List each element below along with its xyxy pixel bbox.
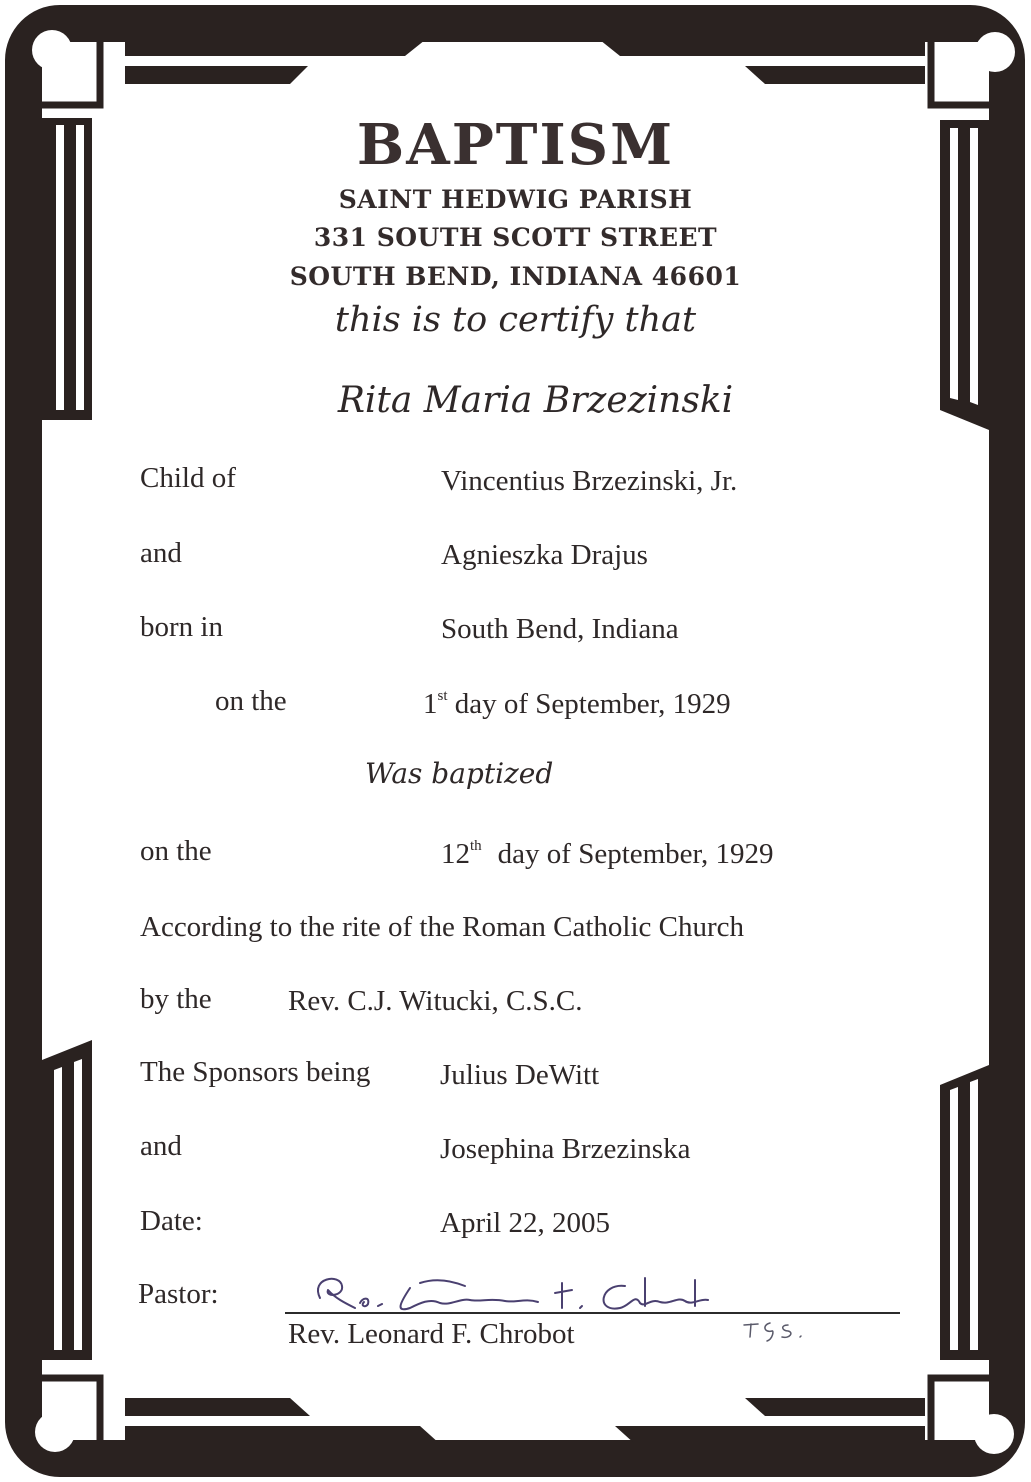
sponsors-label: The Sponsors being	[140, 1056, 371, 1088]
on-the-label-2: on the	[140, 835, 212, 867]
parish-city: SOUTH BEND, INDIANA 46601	[289, 262, 742, 291]
pastor-signature	[300, 1268, 730, 1318]
rite-text: According to the rite of the Roman Catholic Church	[140, 911, 745, 943]
birthplace: South Bend, Indiana	[441, 613, 679, 645]
certify-text: this is to certify that	[334, 300, 697, 340]
and-label-2: and	[140, 1130, 182, 1162]
parish-street: 331 SOUTH SCOTT STREET	[313, 223, 718, 252]
baptism-date: 12th day of September, 1929	[441, 838, 774, 870]
on-the-label: on the	[215, 685, 287, 717]
sponsor-2: Josephina Brzezinska	[440, 1133, 691, 1165]
mother-name: Agnieszka Drajus	[441, 539, 648, 571]
was-baptized-label: Was baptized	[365, 757, 554, 790]
pastor-label: Pastor:	[138, 1278, 219, 1310]
child-name: Rita Maria Brzezinski	[337, 380, 734, 421]
born-in-label: born in	[140, 611, 223, 643]
date-value: April 22, 2005	[440, 1207, 610, 1239]
sponsor-1: Julius DeWitt	[440, 1059, 600, 1091]
initials-mark	[740, 1315, 810, 1345]
father-name: Vincentius Brzezinski, Jr.	[441, 465, 738, 497]
date-label: Date:	[140, 1205, 203, 1237]
signature-line	[285, 1312, 900, 1314]
certificate-title: BAPTISM	[356, 112, 675, 178]
birth-date: 1st day of September, 1929	[423, 688, 731, 720]
pastor-name: Rev. Leonard F. Chrobot	[288, 1318, 575, 1350]
and-label: and	[140, 537, 182, 569]
parish-name: SAINT HEDWIG PARISH	[338, 185, 693, 214]
child-of-label: Child of	[140, 462, 236, 494]
by-the-label: by the	[140, 983, 212, 1015]
officiant: Rev. C.J. Witucki, C.S.C.	[288, 985, 583, 1017]
